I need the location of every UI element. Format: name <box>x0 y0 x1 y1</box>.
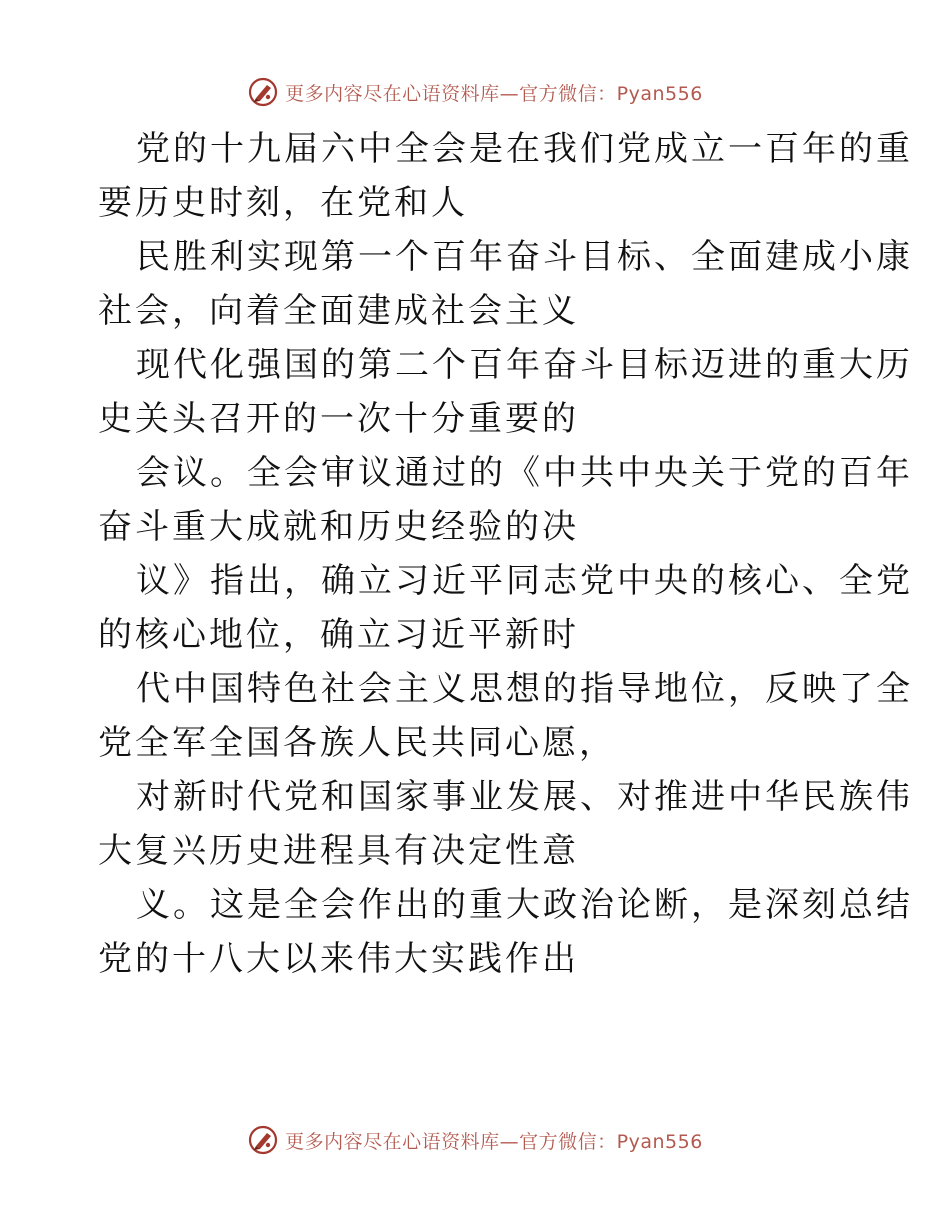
paragraph-line: 党的十八大以来伟大实践作出 <box>98 939 579 979</box>
paragraph-line: 代中国特色社会主义思想的指导地位，反映了全 <box>136 669 913 709</box>
seal-pen-logo-icon <box>247 76 279 108</box>
watermark-text: 更多内容尽在心语资料库—官方微信：Pyan556 <box>285 1130 703 1153</box>
paragraph <box>98 662 913 770</box>
paragraph-line: 党的十九届六中全会是在我们党成立一百年的重 <box>136 129 913 169</box>
paragraph-line: 对新时代党和国家事业发展、对推进中华民族伟 <box>136 777 913 817</box>
seal-pen-logo-icon <box>247 1124 279 1156</box>
document-body <box>98 122 913 986</box>
paragraph-line: 现代化强国的第二个百年奋斗目标迈进的重大历 <box>136 345 913 385</box>
paragraph <box>98 554 913 662</box>
footer-watermark <box>0 1120 950 1160</box>
paragraph-line: 奋斗重大成就和历史经验的决 <box>98 507 579 547</box>
paragraph-line: 史关头召开的一次十分重要的 <box>98 399 579 439</box>
paragraph-line: 义。这是全会作出的重大政治论断，是深刻总结 <box>136 885 913 925</box>
header-watermark <box>0 72 950 112</box>
paragraph-line: 议》指出，确立习近平同志党中央的核心、全党 <box>136 561 913 601</box>
paragraph-line: 民胜利实现第一个百年奋斗目标、全面建成小康 <box>136 237 913 277</box>
paragraph-line: 要历史时刻，在党和人 <box>98 183 468 223</box>
paragraph-line: 的核心地位，确立习近平新时 <box>98 615 579 655</box>
paragraph <box>98 770 913 878</box>
paragraph <box>98 338 913 446</box>
paragraph-line: 大复兴历史进程具有决定性意 <box>98 831 579 871</box>
paragraph <box>98 446 913 554</box>
paragraph-line: 会议。全会审议通过的《中共中央关于党的百年 <box>136 453 913 493</box>
watermark-text: 更多内容尽在心语资料库—官方微信：Pyan556 <box>285 82 703 105</box>
paragraph <box>98 878 913 986</box>
paragraph <box>98 122 913 230</box>
paragraph <box>98 230 913 338</box>
paragraph-line: 社会，向着全面建成社会主义 <box>98 291 579 331</box>
paragraph-line: 党全军全国各族人民共同心愿， <box>98 723 616 763</box>
